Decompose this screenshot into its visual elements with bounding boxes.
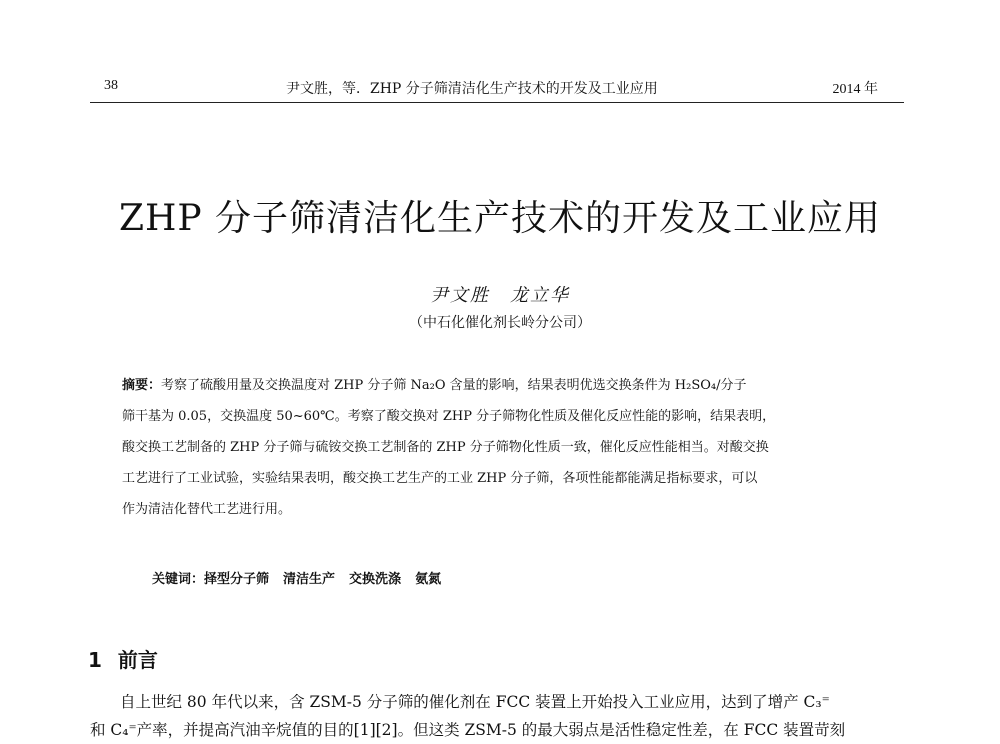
keyword: 清洁生产 <box>283 572 336 587</box>
keyword: 择型分子筛 <box>204 572 270 587</box>
keywords-label: 关键词： <box>152 572 205 587</box>
abstract-label: 摘要： <box>122 378 162 393</box>
abstract-line: 筛干基为 0.05，交换温度 50~60℃。考察了酸交换对 ZHP 分子筛物化性质及催化反应性能的影响，结果表明， <box>122 409 776 424</box>
keyword: 交换洗涤 <box>349 572 402 587</box>
body-line: 自上世纪 80 年代以来，含 ZSM-5 分子筛的催化剂在 FCC 装置上开始投入工业应用，达到了增产 C₃⁼ <box>120 693 830 711</box>
paper-title: ZHP 分子筛清洁化生产技术的开发及工业应用 <box>118 198 882 239</box>
abstract-text: 考察了硫酸用量及交换温度对 ZHP 分子筛 Na₂O 含量的影响，结果表明优选交换条件为 H₂SO₄/分子 <box>161 378 747 393</box>
affiliation: （中石化催化剂长岭分公司） <box>409 315 591 331</box>
section-number: 1 <box>88 648 102 672</box>
header-year: 2014 年 <box>832 82 878 97</box>
abstract-line: 酸交换工艺制备的 ZHP 分子筛与硫铵交换工艺制备的 ZHP 分子筛物化性质一致，催化反应性能相当。对酸交换 <box>122 440 769 455</box>
keyword: 氨氮 <box>415 572 442 587</box>
abstract <box>122 370 880 525</box>
running-title: 尹文胜，等．ZHP 分子筛清洁化生产技术的开发及工业应用 <box>286 81 658 97</box>
authors: 尹文胜 龙立华 <box>430 285 570 306</box>
body-text <box>90 688 910 744</box>
section-heading <box>88 644 158 673</box>
abstract-line: 工艺进行了工业试验，实验结果表明，酸交换工艺生产的工业 ZHP 分子筛，各项性能都能满足指标要求，可以 <box>122 471 758 486</box>
section-title: 前言 <box>117 648 158 672</box>
page-number: 38 <box>104 78 118 93</box>
page-header <box>90 78 904 103</box>
keywords <box>152 568 441 587</box>
body-line: 和 C₄⁼产率，并提高汽油辛烷值的目的[1][2]。但这类 ZSM-5 的最大弱点是活性稳定性差，在 FCC 装置苛刻 <box>90 721 846 739</box>
abstract-line <box>122 370 880 401</box>
abstract-line: 作为清洁化替代工艺进行用。 <box>122 502 292 517</box>
